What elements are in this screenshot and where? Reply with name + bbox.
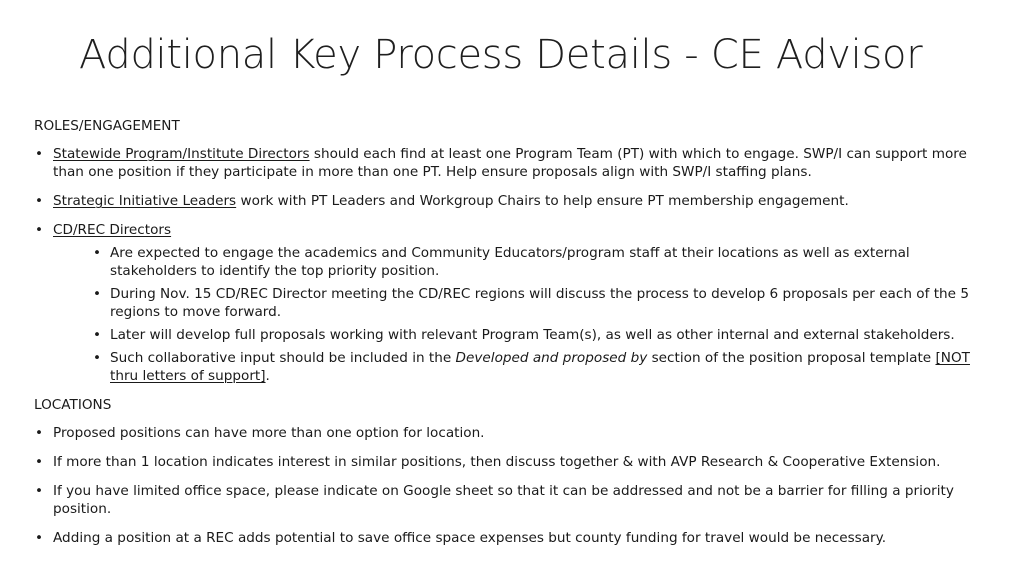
list-item bbox=[34, 145, 994, 181]
sub-list-item: • Such collaborative input should be included in the Developed and proposed by section of the position proposal template [NOT thru letters of support]. bbox=[71, 349, 994, 385]
locations-list bbox=[34, 424, 994, 547]
list-item bbox=[34, 192, 994, 210]
role-description: should each find at least one Program Team (PT) with which to engage. SWP/I can support more than one position if they participate in more than one PT. Help ensure proposals align with SWP/I staffing plans. bbox=[53, 146, 967, 180]
section-heading-roles: ROLES/ENGAGEMENT bbox=[34, 118, 180, 134]
role-name: CD/REC Directors bbox=[53, 222, 172, 238]
sub-list-item: • Are expected to engage the academics and Community Educators/program staff at their locations as well as external stakeholders to identify the top priority position. bbox=[71, 244, 994, 280]
cd-rec-sublist bbox=[53, 244, 994, 385]
list-item bbox=[34, 221, 994, 385]
list-item: • Proposed positions can have more than one option for location. bbox=[34, 424, 994, 442]
role-name: Strategic Initiative Leaders bbox=[53, 193, 237, 209]
role-description: work with PT Leaders and Workgroup Chairs to help ensure PT membership engagement. bbox=[236, 193, 849, 209]
roles-list bbox=[34, 145, 994, 385]
role-name: Statewide Program/Institute Directors bbox=[53, 146, 310, 162]
emphasized-text: Developed and proposed by bbox=[455, 350, 648, 366]
list-item: • If more than 1 location indicates interest in similar positions, then discuss together & with AVP Research & Cooperative Extension. bbox=[34, 453, 994, 471]
list-item: • Adding a position at a REC adds potential to save office space expenses but county funding for travel would be necessary. bbox=[34, 529, 994, 547]
underlined-note: [NOT thru letters of support] bbox=[110, 350, 970, 384]
slide-title: Additional Key Process Details - CE Advisor bbox=[79, 32, 923, 78]
section-heading-locations: LOCATIONS bbox=[34, 397, 112, 413]
list-item: • If you have limited office space, please indicate on Google sheet so that it can be addressed and not be a barrier for filling a priority position. bbox=[34, 482, 994, 518]
sub-list-item: • Later will develop full proposals working with relevant Program Team(s), as well as other internal and external stakeholders. bbox=[71, 326, 994, 344]
sub-list-item: • During Nov. 15 CD/REC Director meeting the CD/REC regions will discuss the process to develop 6 proposals per each of the 5 regions to move forward. bbox=[71, 285, 994, 321]
slide-body bbox=[34, 117, 994, 558]
